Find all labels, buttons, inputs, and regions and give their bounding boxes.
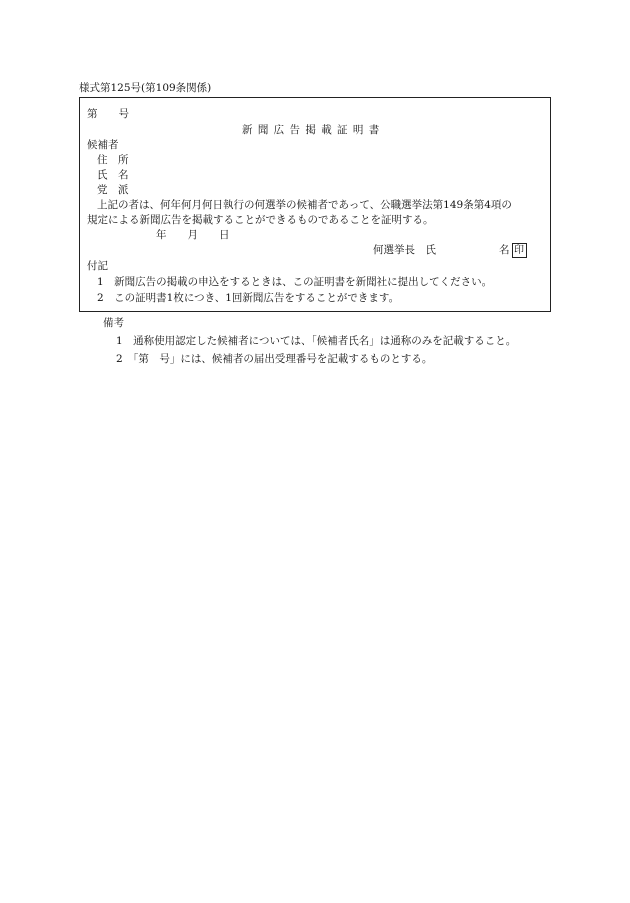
notes-title: 備考 [103, 317, 124, 329]
certificate-frame [79, 97, 551, 312]
form-reference: 様式第125号(第109条関係) [79, 82, 212, 94]
address-label: 住 所 [97, 154, 129, 166]
note-item-1: 1 通称使用認定した候補者については、「候補者氏名」は通称のみを記載すること。 [116, 335, 517, 347]
name-label: 氏 名 [97, 169, 129, 181]
certificate-title: 新 聞 広 告 掲 載 証 明 書 [242, 124, 381, 136]
seal-mark: 印 [512, 243, 527, 258]
body-text-line-1: 上記の者は、何年何月何日執行の何選挙の候補者であって、公職選挙法第149条第4項の [97, 199, 512, 211]
note-item-2: 2 「第 号」には、候補者の届出受理番号を記載するものとする。 [116, 353, 433, 365]
number-label: 第 号 [87, 108, 129, 120]
appendix-item-1: 1 新聞広告の掲載の申込をするときは、この証明書を新聞社に提出してください。 [97, 276, 493, 288]
party-label: 党 派 [97, 184, 129, 196]
body-text-line-2: 規定による新聞広告を掲載することができるものであることを証明する。 [87, 214, 434, 226]
appendix-item-2: 2 この証明書1枚につき、1回新聞広告をすることができます。 [97, 292, 400, 304]
issuer-text: 何選挙長 氏 名 [373, 244, 510, 256]
appendix-label: 付記 [87, 260, 108, 272]
issuer-line [373, 243, 527, 258]
date-line: 年 月 日 [156, 229, 230, 241]
candidate-label: 候補者 [87, 139, 119, 151]
